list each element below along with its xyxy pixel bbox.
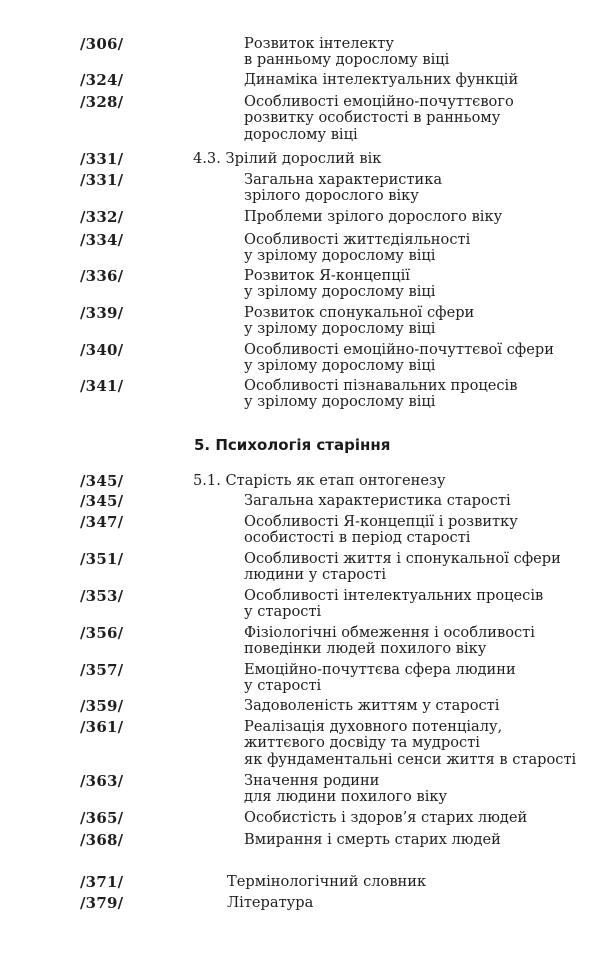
page-number: /359/ bbox=[80, 697, 124, 715]
page-number: /340/ bbox=[80, 341, 124, 359]
title-line: Особливості емоційно-почуттєвого bbox=[244, 93, 514, 110]
page-number: /363/ bbox=[80, 772, 124, 790]
title-line: Емоційно-почуттєва сфера людини bbox=[244, 661, 516, 678]
entry-title bbox=[244, 378, 517, 411]
title-line: Значення родини bbox=[244, 772, 380, 789]
title-line: Особливості пізнавальних процесів bbox=[244, 377, 518, 394]
title-line: Розвиток спонукальної сфери bbox=[244, 304, 475, 321]
entry-title bbox=[244, 172, 442, 205]
entry-title bbox=[244, 514, 518, 547]
page-number: /365/ bbox=[80, 809, 124, 827]
title-line: дорослому віці bbox=[244, 125, 358, 143]
title-line: Динаміка інтелектуальних функцій bbox=[244, 71, 519, 88]
page-number: /345/ bbox=[80, 492, 124, 510]
page-number: /357/ bbox=[80, 661, 124, 679]
title-line: Задоволеність життям у старості bbox=[244, 697, 500, 714]
title-line: Особливості життя і спонукальної сфери bbox=[244, 550, 561, 567]
page-number: /345/ bbox=[80, 472, 124, 490]
title-line: Особистість і здоров’я старих людей bbox=[244, 809, 528, 826]
title-line: Загальна характеристика старості bbox=[244, 492, 511, 509]
page-number: /332/ bbox=[80, 208, 124, 226]
entry-title bbox=[244, 810, 527, 826]
title-line: Термінологічний словник bbox=[227, 873, 427, 890]
entry-title bbox=[244, 698, 499, 714]
entry-title bbox=[244, 305, 474, 338]
title-line: у зрілому дорослому віці bbox=[244, 283, 436, 301]
title-line: Фізіологічні обмеження і особливості bbox=[244, 624, 535, 641]
title-line: 5.1. Старість як етап онтогенезу bbox=[193, 472, 446, 489]
entry-title bbox=[244, 551, 561, 584]
entry-title bbox=[244, 209, 502, 225]
page-number: /353/ bbox=[80, 587, 124, 605]
page-number: /334/ bbox=[80, 231, 124, 249]
subsection-title bbox=[193, 473, 446, 489]
appendix-title bbox=[227, 895, 313, 911]
appendix-title bbox=[227, 874, 426, 890]
title-line: в ранньому дорослому віці bbox=[244, 51, 450, 69]
title-line: Проблеми зрілого дорослого віку bbox=[244, 208, 503, 225]
title-line: життєвого досвіду та мудрості bbox=[244, 734, 480, 752]
entry-title bbox=[244, 36, 449, 69]
title-line: у старості bbox=[244, 677, 322, 695]
page-number: /339/ bbox=[80, 304, 124, 322]
page-number: /351/ bbox=[80, 550, 124, 568]
page-number: /328/ bbox=[80, 93, 124, 111]
entry-title bbox=[244, 493, 511, 509]
page-number: /331/ bbox=[80, 150, 124, 168]
title-line: у зрілому дорослому віці bbox=[244, 320, 436, 338]
page-number: /341/ bbox=[80, 377, 124, 395]
entry-title bbox=[244, 662, 516, 695]
title-line: особистості в період старості bbox=[244, 529, 471, 547]
title-line: зрілого дорослого віку bbox=[244, 187, 419, 205]
title-line: Особливості Я-концепції і розвитку bbox=[244, 513, 518, 530]
page-number: /324/ bbox=[80, 71, 124, 89]
page-number: /361/ bbox=[80, 718, 124, 736]
entry-title bbox=[244, 588, 543, 621]
title-line: Загальна характеристика bbox=[244, 171, 443, 188]
title-line: Особливості життєдіяльності bbox=[244, 231, 471, 248]
chapter-heading: 5. Психологія старіння bbox=[194, 436, 391, 454]
title-line: Реалізація духовного потенціалу, bbox=[244, 718, 503, 735]
title-line: поведінки людей похилого віку bbox=[244, 640, 487, 658]
title-line: Розвиток інтелекту bbox=[244, 35, 394, 52]
entry-title bbox=[244, 268, 435, 301]
entry-title bbox=[244, 719, 576, 768]
title-line: як фундаментальні сенси життя в старості bbox=[244, 750, 577, 768]
title-line: 4.3. Зрілий дорослий вік bbox=[193, 150, 382, 167]
title-line: для людини похилого віку bbox=[244, 788, 448, 806]
entry-title bbox=[244, 832, 501, 848]
title-line: людини у старості bbox=[244, 566, 386, 584]
title-line: у зрілому дорослому віці bbox=[244, 247, 436, 265]
title-line: Вмирання і смерть старих людей bbox=[244, 831, 501, 848]
title-line: у старості bbox=[244, 603, 322, 621]
title-line: Розвиток Я-концепції bbox=[244, 267, 410, 284]
title-line: Особливості емоційно-почуттєвої сфери bbox=[244, 341, 554, 358]
entry-title bbox=[244, 72, 518, 88]
entry-title bbox=[244, 773, 447, 806]
page-number: /379/ bbox=[80, 894, 124, 912]
page-number: /347/ bbox=[80, 513, 124, 531]
entry-title bbox=[244, 94, 514, 143]
entry-title bbox=[244, 232, 470, 265]
page-number: /336/ bbox=[80, 267, 124, 285]
title-line: у зрілому дорослому віці bbox=[244, 357, 436, 375]
subsection-title bbox=[193, 151, 381, 167]
entry-title bbox=[244, 625, 535, 658]
title-line: Література bbox=[227, 894, 314, 911]
page-number: /356/ bbox=[80, 624, 124, 642]
entry-title bbox=[244, 342, 554, 375]
page-number: /371/ bbox=[80, 873, 124, 891]
title-line: у зрілому дорослому віці bbox=[244, 393, 436, 411]
page-number: /331/ bbox=[80, 171, 124, 189]
title-line: розвитку особистості в ранньому bbox=[244, 109, 501, 127]
title-line: Особливості інтелектуальних процесів bbox=[244, 587, 544, 604]
page-number: /368/ bbox=[80, 831, 124, 849]
page-number: /306/ bbox=[80, 35, 124, 53]
